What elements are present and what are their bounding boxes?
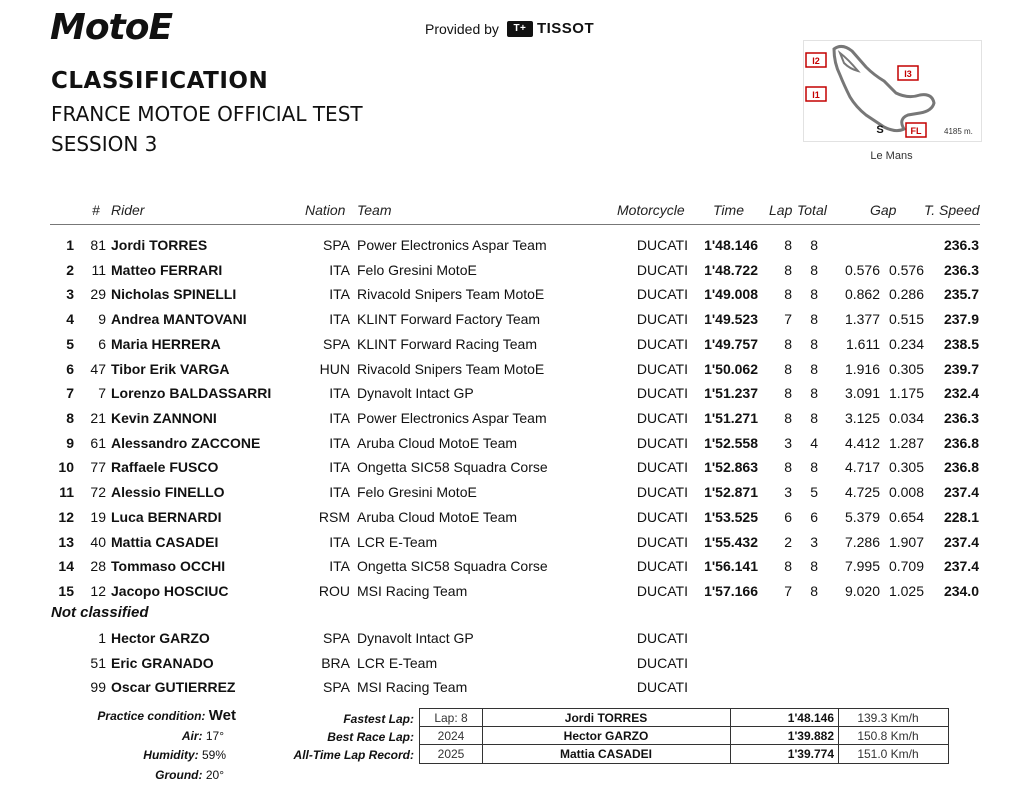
lap-time: 1'49.008 <box>704 286 758 303</box>
rider-nation: ITA <box>329 385 350 402</box>
motorcycle: DUCATI <box>636 385 688 402</box>
motorcycle: DUCATI <box>636 679 688 696</box>
practice-condition <box>60 707 236 724</box>
rider-name: Matteo FERRARI <box>111 261 223 278</box>
ground-label: Ground: <box>155 768 203 782</box>
rider-nation: HUN <box>319 360 350 377</box>
table-row <box>0 357 1024 381</box>
rider-name: Eric GRANADO <box>111 654 214 671</box>
table-header <box>50 200 980 225</box>
total-laps: 8 <box>810 385 818 402</box>
circuit-name: Le Mans <box>870 150 913 162</box>
rider-position: 14 <box>58 558 74 575</box>
top-speed: 236.3 <box>943 237 979 253</box>
motorcycle: DUCATI <box>636 261 688 278</box>
top-speed: 235.7 <box>943 286 979 303</box>
rider-name: Mattia CASADEI <box>111 533 219 550</box>
best-lap: 2 <box>784 533 792 550</box>
best-lap: 8 <box>784 410 792 427</box>
top-speed: 228.1 <box>943 508 979 525</box>
rider-name: Alessio FINELLO <box>111 484 225 501</box>
table-row <box>0 480 1024 504</box>
rider-nation: SPA <box>323 237 350 253</box>
motorcycle: DUCATI <box>636 654 688 671</box>
lap-time: 1'48.146 <box>704 237 758 253</box>
team-name: MSI Racing Team <box>357 583 468 600</box>
rider-name: Hector GARZO <box>111 630 210 646</box>
rider-name: Jacopo HOSCIUC <box>111 583 229 600</box>
table-row <box>0 431 1024 455</box>
lap-time: 1'57.166 <box>704 583 758 600</box>
ground-value: 20° <box>205 768 224 782</box>
motorcycle: DUCATI <box>636 311 688 328</box>
top-speed: 239.7 <box>943 360 979 377</box>
rider-nation: ITA <box>329 261 350 278</box>
team-name: Aruba Cloud MotoE Team <box>357 508 518 525</box>
gap-to-first: 7.286 <box>844 533 880 550</box>
best-race-lap-label: Best Race Lap: <box>327 730 414 744</box>
best-lap: 7 <box>784 583 792 600</box>
team-name: Aruba Cloud MotoE Team <box>357 434 518 451</box>
gap-to-first: 4.412 <box>844 434 880 451</box>
table-row <box>0 332 1024 356</box>
gap-to-previous: 0.034 <box>888 410 924 427</box>
col-total: Total <box>797 202 827 218</box>
table-row <box>0 258 1024 282</box>
team-name: LCR E-Team <box>357 533 438 550</box>
rider-position: 7 <box>66 385 74 402</box>
sector-label: I1 <box>812 90 820 100</box>
lap-time: 1'55.432 <box>704 533 758 550</box>
records-table <box>419 708 949 764</box>
rider-name: Nicholas SPINELLI <box>111 286 237 303</box>
practice-condition-value: Wet <box>208 707 236 724</box>
record-ref: 2025 <box>437 747 465 761</box>
team-name: Dynavolt Intact GP <box>357 630 474 646</box>
total-laps: 8 <box>810 360 818 377</box>
rider-number: 12 <box>90 583 106 600</box>
best-lap: 6 <box>784 508 792 525</box>
motorcycle: DUCATI <box>636 459 688 476</box>
motorcycle: DUCATI <box>636 533 688 550</box>
col-team: Team <box>357 202 392 218</box>
rider-nation: SPA <box>323 630 350 646</box>
brand-name: MotoE <box>50 7 173 48</box>
rider-number: 61 <box>90 434 106 451</box>
session-title: SESSION 3 <box>51 132 158 156</box>
team-name: MSI Racing Team <box>357 679 468 696</box>
ground-temp <box>60 768 224 782</box>
sponsor-name: TISSOT <box>536 20 595 37</box>
rider-number: 1 <box>98 630 106 646</box>
top-speed: 236.3 <box>943 410 979 427</box>
rider-number: 21 <box>90 410 106 427</box>
rider-position: 2 <box>66 261 74 278</box>
table-row <box>0 675 1024 699</box>
total-laps: 5 <box>810 484 818 501</box>
gap-to-previous: 0.654 <box>888 508 924 525</box>
team-name: Rivacold Snipers Team MotoE <box>357 286 545 303</box>
rider-number: 28 <box>90 558 106 575</box>
total-laps: 8 <box>810 237 818 253</box>
team-name: Ongetta SIC58 Squadra Corse <box>357 558 548 575</box>
gap-to-previous: 0.305 <box>888 360 924 377</box>
rider-nation: ITA <box>329 410 350 427</box>
gap-to-previous: 0.234 <box>888 335 924 352</box>
lap-time: 1'52.871 <box>704 484 758 501</box>
rider-position: 6 <box>66 360 74 377</box>
table-row <box>0 307 1024 331</box>
team-name: Rivacold Snipers Team MotoE <box>357 360 545 377</box>
record-time: 1'48.146 <box>787 711 834 725</box>
col-number: # <box>92 202 100 218</box>
gap-to-first: 5.379 <box>844 508 880 525</box>
table-row <box>0 579 1024 603</box>
lap-time: 1'49.757 <box>704 335 758 352</box>
rider-position: 12 <box>58 508 74 525</box>
team-name: Dynavolt Intact GP <box>357 385 474 402</box>
motorcycle: DUCATI <box>636 335 688 352</box>
record-speed: 151.0 Km/h <box>857 747 919 761</box>
motorcycle: DUCATI <box>636 484 688 501</box>
team-name: Power Electronics Aspar Team <box>357 237 547 253</box>
record-ref: Lap: 8 <box>434 711 468 725</box>
total-laps: 8 <box>810 558 818 575</box>
rider-number: 99 <box>90 679 106 696</box>
table-row <box>0 505 1024 529</box>
top-speed: 238.5 <box>943 335 979 352</box>
rider-position: 1 <box>66 237 74 253</box>
col-gap: Gap <box>870 202 897 218</box>
motorcycle: DUCATI <box>636 508 688 525</box>
record-time: 1'39.882 <box>787 729 834 743</box>
gap-to-previous: 0.515 <box>888 311 924 328</box>
lap-time: 1'52.863 <box>704 459 758 476</box>
rider-position: 4 <box>66 311 74 328</box>
rider-position: 11 <box>59 484 74 501</box>
best-lap: 8 <box>784 261 792 278</box>
top-speed: 236.8 <box>943 434 979 451</box>
best-lap: 8 <box>784 335 792 352</box>
air-label: Air: <box>181 729 203 743</box>
gap-to-first: 7.995 <box>844 558 880 575</box>
gap-to-first: 1.611 <box>846 335 880 352</box>
team-name: Felo Gresini MotoE <box>357 484 477 501</box>
team-name: Felo Gresini MotoE <box>357 261 477 278</box>
rider-position: 9 <box>66 434 74 451</box>
table-row <box>0 233 1024 257</box>
col-motorcycle: Motorcycle <box>617 202 685 218</box>
rider-nation: RSM <box>318 508 350 525</box>
motorcycle: DUCATI <box>636 410 688 427</box>
rider-number: 9 <box>98 311 106 328</box>
total-laps: 6 <box>810 508 818 525</box>
motorcycle: DUCATI <box>636 558 688 575</box>
practice-condition-label: Practice condition: <box>97 709 206 723</box>
record-ref: 2024 <box>437 729 465 743</box>
rider-position: 5 <box>66 335 74 352</box>
col-top-speed: T. Speed <box>924 202 980 218</box>
best-lap: 3 <box>784 484 792 501</box>
circuit-outline-icon <box>804 41 981 141</box>
gap-to-previous: 1.025 <box>888 583 924 600</box>
total-laps: 8 <box>810 335 818 352</box>
record-speed: 150.8 Km/h <box>857 729 919 743</box>
total-laps: 3 <box>810 533 818 550</box>
record-time: 1'39.774 <box>787 747 834 761</box>
rider-name: Kevin ZANNONI <box>111 410 217 427</box>
rider-number: 77 <box>90 459 106 476</box>
best-lap: 8 <box>784 360 792 377</box>
rider-position: 8 <box>66 410 74 427</box>
rider-nation: ITA <box>329 434 350 451</box>
rider-number: 40 <box>90 533 106 550</box>
fastest-lap-label: Fastest Lap: <box>343 712 414 726</box>
motorcycle: DUCATI <box>636 237 688 253</box>
humidity <box>60 748 226 762</box>
gap-to-first: 4.725 <box>844 484 880 501</box>
humidity-value: 59% <box>201 748 226 762</box>
rider-position: 10 <box>58 459 74 476</box>
rider-name: Maria HERRERA <box>111 335 221 352</box>
best-lap: 8 <box>784 558 792 575</box>
rider-nation: ITA <box>329 533 350 550</box>
lap-time: 1'51.271 <box>704 410 758 427</box>
lap-time: 1'56.141 <box>704 558 758 575</box>
rider-nation: ITA <box>329 459 350 476</box>
total-laps: 8 <box>810 583 818 600</box>
rider-number: 51 <box>90 654 106 671</box>
gap-to-first: 9.020 <box>844 583 880 600</box>
rider-name: Andrea MANTOVANI <box>111 311 247 328</box>
rider-nation: ITA <box>329 286 350 303</box>
motoe-logo <box>50 8 240 48</box>
gap-to-previous: 1.287 <box>888 434 924 451</box>
top-speed: 232.4 <box>943 385 979 402</box>
best-lap: 7 <box>784 311 792 328</box>
rider-number: 29 <box>90 286 106 303</box>
table-row <box>0 554 1024 578</box>
rider-position: 15 <box>58 583 74 600</box>
rider-name: Raffaele FUSCO <box>111 459 219 476</box>
tissot-cross-icon: T+ <box>507 21 533 37</box>
lap-time: 1'50.062 <box>704 360 758 377</box>
event-title: FRANCE MOTOE OFFICIAL TEST <box>51 102 363 126</box>
rider-nation: ITA <box>329 311 350 328</box>
rider-name: Tibor Erik VARGA <box>111 360 230 377</box>
total-laps: 8 <box>810 410 818 427</box>
gap-to-first: 3.091 <box>844 385 880 402</box>
total-laps: 4 <box>810 434 818 451</box>
top-speed: 234.0 <box>943 583 979 600</box>
top-speed: 237.4 <box>943 533 979 550</box>
lap-time: 1'52.558 <box>704 434 758 451</box>
not-classified-heading: Not classified <box>51 604 149 621</box>
total-laps: 8 <box>810 459 818 476</box>
team-name: KLINT Forward Factory Team <box>357 311 541 328</box>
best-lap: 8 <box>784 237 792 253</box>
record-speed: 139.3 Km/h <box>857 711 919 725</box>
best-lap: 8 <box>784 286 792 303</box>
rider-number: 19 <box>90 508 106 525</box>
track-map <box>803 40 982 142</box>
lap-time: 1'49.523 <box>704 311 758 328</box>
table-row <box>0 406 1024 430</box>
sponsor-logo <box>507 20 594 38</box>
top-speed: 237.9 <box>943 311 979 328</box>
gap-to-first: 4.717 <box>844 459 880 476</box>
lap-time: 1'53.525 <box>704 508 758 525</box>
team-name: Power Electronics Aspar Team <box>357 410 547 427</box>
best-lap: 8 <box>784 459 792 476</box>
rider-number: 11 <box>91 261 106 278</box>
top-speed: 236.8 <box>943 459 979 476</box>
top-speed: 236.3 <box>943 261 979 278</box>
gap-to-first: 0.862 <box>844 286 880 303</box>
rider-number: 81 <box>90 237 106 253</box>
table-row <box>0 282 1024 306</box>
page-title: CLASSIFICATION <box>51 68 269 94</box>
rider-nation: ITA <box>329 558 350 575</box>
total-laps: 8 <box>810 261 818 278</box>
rider-name: Luca BERNARDI <box>111 508 222 525</box>
gap-to-previous: 0.286 <box>888 286 924 303</box>
record-rider: Jordi TORRES <box>564 711 648 725</box>
total-laps: 8 <box>810 286 818 303</box>
table-row <box>0 530 1024 554</box>
motorcycle: DUCATI <box>636 434 688 451</box>
rider-number: 47 <box>90 360 106 377</box>
top-speed: 237.4 <box>943 484 979 501</box>
rider-nation: ITA <box>329 484 350 501</box>
gap-to-first: 1.916 <box>844 360 880 377</box>
humidity-label: Humidity: <box>143 748 199 762</box>
gap-to-previous: 1.907 <box>888 533 924 550</box>
gap-to-previous: 1.175 <box>888 385 924 402</box>
best-lap: 8 <box>784 385 792 402</box>
table-row <box>0 626 1024 650</box>
sector-label: I2 <box>812 56 820 66</box>
gap-to-previous: 0.305 <box>888 459 924 476</box>
rider-number: 6 <box>98 335 106 352</box>
start-label: S <box>876 124 884 136</box>
gap-to-previous: 0.576 <box>888 261 924 278</box>
record-rider: Mattia CASADEI <box>559 747 652 761</box>
rider-nation: ROU <box>318 583 350 600</box>
sector-label: I3 <box>904 69 912 79</box>
motorcycle: DUCATI <box>636 360 688 377</box>
rider-position: 13 <box>58 533 74 550</box>
lap-time: 1'51.237 <box>704 385 758 402</box>
rider-number: 7 <box>98 385 106 402</box>
col-nation: Nation <box>305 202 346 218</box>
best-lap: 3 <box>784 434 792 451</box>
table-row <box>0 381 1024 405</box>
gap-to-previous: 0.008 <box>888 484 924 501</box>
provided-by-text: Provided by <box>425 21 499 37</box>
rider-name: Jordi TORRES <box>111 237 208 253</box>
table-row <box>0 455 1024 479</box>
finish-line-label: FL <box>910 126 922 136</box>
gap-to-first: 3.125 <box>844 410 880 427</box>
motorcycle: DUCATI <box>636 583 688 600</box>
rider-name: Lorenzo BALDASSARRI <box>111 385 272 402</box>
team-name: LCR E-Team <box>357 654 438 671</box>
lap-time: 1'48.722 <box>704 261 758 278</box>
motorcycle: DUCATI <box>636 630 688 646</box>
motorcycle: DUCATI <box>636 286 688 303</box>
record-rider: Hector GARZO <box>563 729 649 743</box>
team-name: Ongetta SIC58 Squadra Corse <box>357 459 548 476</box>
sponsor-line <box>425 20 594 38</box>
table-row <box>0 651 1024 675</box>
col-time: Time <box>713 202 744 218</box>
top-speed: 237.4 <box>943 558 979 575</box>
col-lap: Lap <box>769 202 793 218</box>
col-rider: Rider <box>111 202 145 218</box>
gap-to-previous: 0.709 <box>888 558 924 575</box>
gap-to-first: 1.377 <box>844 311 880 328</box>
team-name: KLINT Forward Racing Team <box>357 335 537 352</box>
rider-name: Alessandro ZACCONE <box>111 434 261 451</box>
rider-nation: SPA <box>323 335 350 352</box>
all-time-record-label: All-Time Lap Record: <box>293 748 414 762</box>
rider-name: Tommaso OCCHI <box>111 558 226 575</box>
rider-position: 3 <box>66 286 74 303</box>
air-temp <box>60 729 224 743</box>
rider-number: 72 <box>90 484 106 501</box>
rider-nation: SPA <box>323 679 350 696</box>
total-laps: 8 <box>810 311 818 328</box>
rider-nation: BRA <box>321 654 350 671</box>
rider-name: Oscar GUTIERREZ <box>111 679 236 696</box>
air-value: 17° <box>205 729 224 743</box>
gap-to-first: 0.576 <box>844 261 880 278</box>
track-length: 4185 m. <box>944 127 973 136</box>
